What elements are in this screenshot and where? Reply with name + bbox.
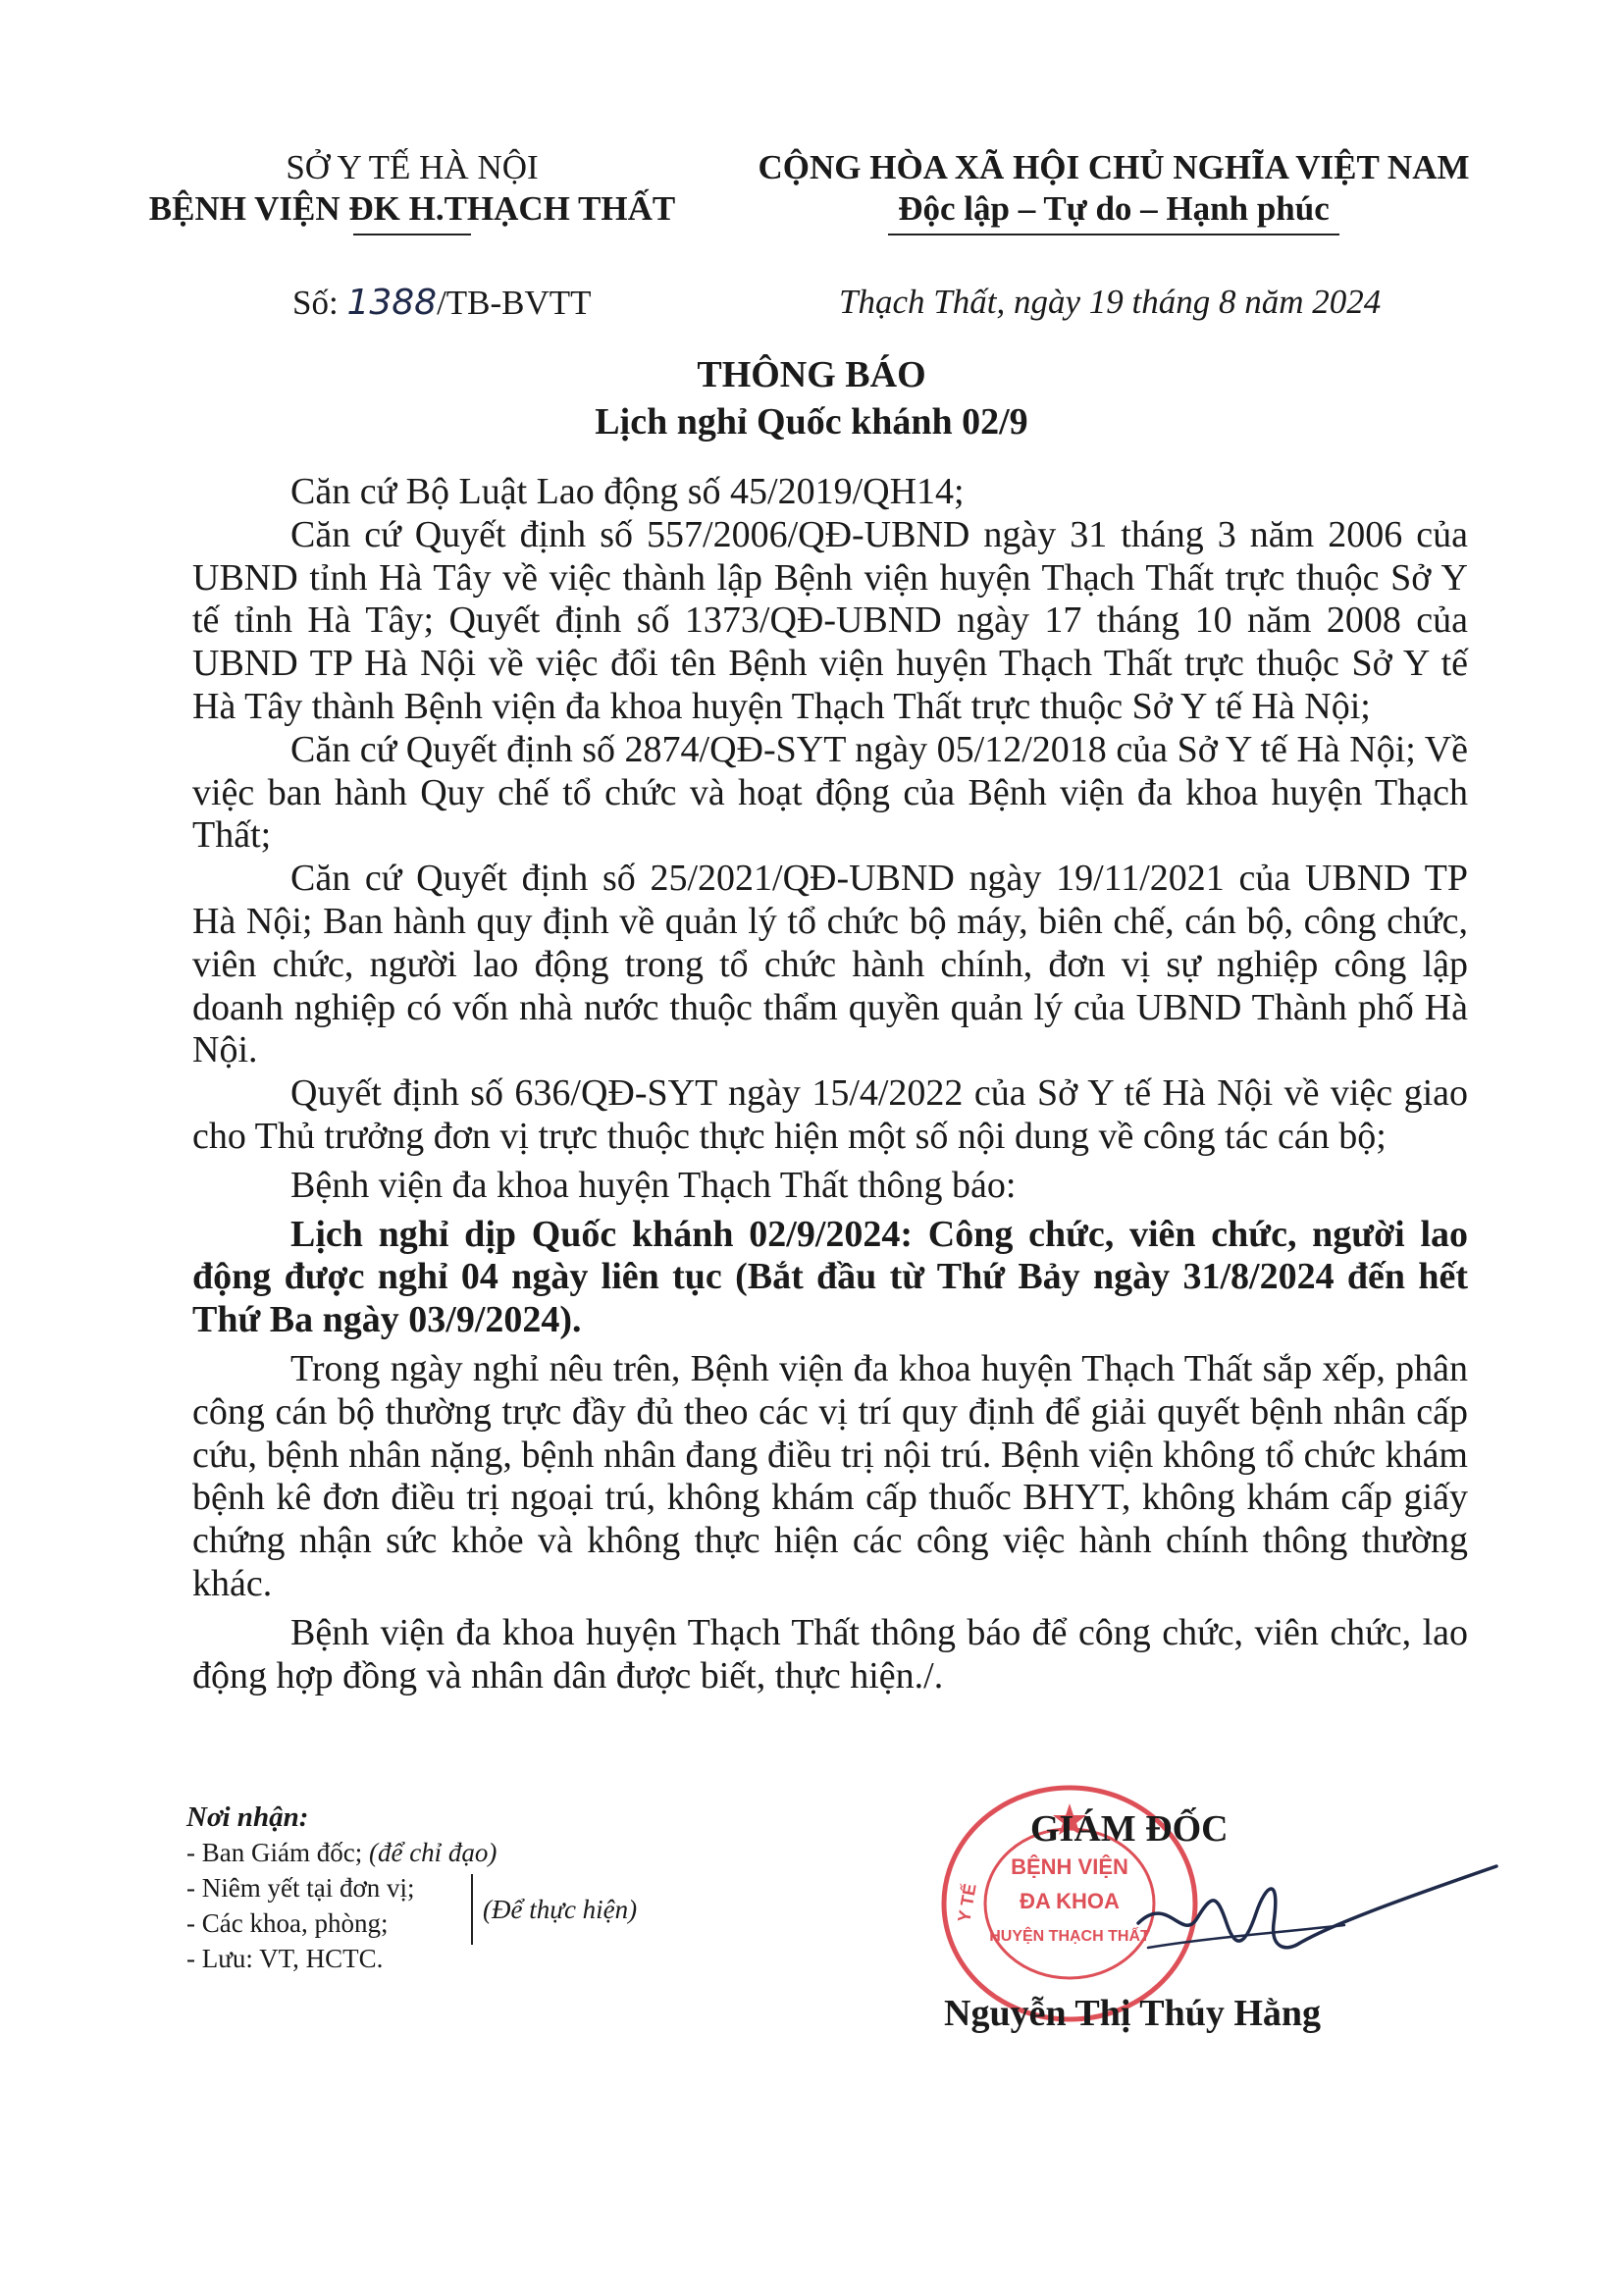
place-date: Thạch Thất, ngày 19 tháng 8 năm 2024 bbox=[839, 283, 1382, 321]
paragraph-legal-basis-3: Căn cứ Quyết định số 2874/QĐ-SYT ngày 05/12/2018 của Sở Y tế Hà Nội; Về việc ban hành Quy chế tổ chức và hoạt động của Bệnh viện đa khoa huyện Thạch Thất; bbox=[192, 728, 1468, 857]
national-title: CỘNG HÒA XÃ HỘI CHỦ NGHĨA VIỆT NAM bbox=[758, 148, 1470, 186]
paragraph-closing: Bệnh viện đa khoa huyện Thạch Thất thông báo để công chức, viên chức, lao động hợp đồng và nhân dân được biết, thực hiện./. bbox=[192, 1611, 1468, 1696]
paragraph-legal-basis-5: Quyết định số 636/QĐ-SYT ngày 15/4/2022 của Sở Y tế Hà Nội về việc giao cho Thủ trưởng đơn vị trực thuộc thực hiện một số nội dung về công tác cán bộ; bbox=[192, 1072, 1468, 1157]
national-motto: Độc lập – Tự do – Hạnh phúc bbox=[898, 189, 1330, 228]
issuer-underline bbox=[353, 234, 471, 235]
recipients-bracket-note: (Để thực hiện) bbox=[483, 1895, 638, 1924]
signer-title: GIÁM ĐỐC bbox=[1030, 1808, 1229, 1850]
recipients-block bbox=[186, 1800, 697, 1976]
document-number-prefix: Số: bbox=[292, 284, 339, 322]
motto-underline bbox=[888, 234, 1339, 235]
signature bbox=[1109, 1854, 1501, 1982]
recipient-archive: - Lưu: VT, HCTC. bbox=[186, 1944, 384, 1973]
document-number-suffix: /TB-BVTT bbox=[437, 284, 592, 322]
document-number bbox=[292, 283, 592, 323]
paragraph-legal-basis-1: Căn cứ Bộ Luật Lao động số 45/2019/QH14; bbox=[290, 471, 965, 512]
svg-text:Y TẾ: Y TẾ bbox=[954, 1882, 980, 1924]
issuer-parent-name: SỞ Y TẾ HÀ NỘI bbox=[286, 148, 539, 186]
document-body bbox=[192, 471, 1468, 1697]
issuer-block bbox=[147, 147, 677, 235]
paragraph-duty-arrangement: Trong ngày nghỉ nêu trên, Bệnh viện đa khoa huyện Thạch Thất sắp xếp, phân công cán bộ thường trực đầy đủ theo các vị trí quy định để giải quyết bệnh nhân cấp cứu, bệnh nhân nặng, bệnh nhân đang điều trị nội trú. Bệnh viện không tổ chức khám bệnh kê đơn điều trị ngoại trú, không khám cấp thuốc BHYT, không khám cấp giấy chứng nhận sức khỏe và không thực hiện các công việc hành chính thông thường khác. bbox=[192, 1347, 1468, 1604]
recipient-text: - Ban Giám đốc; bbox=[186, 1838, 369, 1867]
recipient-note: (để chỉ đạo) bbox=[368, 1838, 497, 1867]
handwritten-number: 1388 bbox=[346, 283, 438, 323]
issuer-name: BỆNH VIỆN ĐK H.THẠCH THẤT bbox=[148, 189, 676, 228]
paragraph-announcement-intro: Bệnh viện đa khoa huyện Thạch Thất thông báo: bbox=[290, 1164, 1017, 1206]
paragraph-legal-basis-2: Căn cứ Quyết định số 557/2006/QĐ-UBND ngày 31 tháng 3 năm 2006 của UBND tỉnh Hà Tây về việc thành lập Bệnh viện huyện Thạch Thất trực thuộc Sở Y tế tỉnh Hà Tây; Quyết định số 1373/QĐ-UBND ngày 17 tháng 10 năm 2008 của UBND TP Hà Nội về việc đổi tên Bệnh viện huyện Thạch Thất trực thuộc Sở Y tế Hà Tây thành Bệnh viện đa khoa huyện Thạch Thất trực thuộc Sở Y tế Hà Nội; bbox=[192, 513, 1468, 727]
recipient-board-of-directors bbox=[186, 1835, 697, 1870]
document-title: THÔNG BÁO bbox=[697, 354, 926, 395]
paragraph-legal-basis-4: Căn cứ Quyết định số 25/2021/QĐ-UBND ngày 19/11/2021 của UBND TP Hà Nội; Ban hành quy định về quản lý tổ chức bộ máy, biên chế, cán bộ, công chức, viên chức, người lao động trong tổ chức hành chính, đơn vị sự nghiệp công lập doanh nghiệp có vốn nhà nước thuộc thẩm quyền quản lý của UBND Thành phố Hà Nội. bbox=[192, 858, 1468, 1071]
document-subtitle: Lịch nghỉ Quốc khánh 02/9 bbox=[595, 401, 1028, 443]
stamp-line-2: ĐA KHOA bbox=[1020, 1889, 1120, 1913]
recipients-bracket bbox=[471, 1874, 473, 1945]
national-title-block bbox=[726, 147, 1501, 235]
signer-name: Nguyễn Thị Thúy Hằng bbox=[944, 1993, 1322, 2034]
stamp-line-1: BỆNH VIỆN bbox=[1011, 1854, 1128, 1879]
stamp-line-3: HUYỆN THẠCH THẤT bbox=[989, 1928, 1150, 1945]
recipient-departments: - Các khoa, phòng; bbox=[186, 1908, 389, 1938]
paragraph-holiday-schedule: Lịch nghỉ dịp Quốc khánh 02/9/2024: Công chức, viên chức, người lao động được nghỉ 04 ngày liên tục (Bắt đầu từ Thứ Bảy ngày 31/8/2024 đến hết Thứ Ba ngày 03/9/2024). bbox=[192, 1213, 1468, 1341]
recipient-notice-board: - Niêm yết tại đơn vị; bbox=[186, 1873, 415, 1903]
recipients-heading: Nơi nhận: bbox=[186, 1801, 309, 1833]
